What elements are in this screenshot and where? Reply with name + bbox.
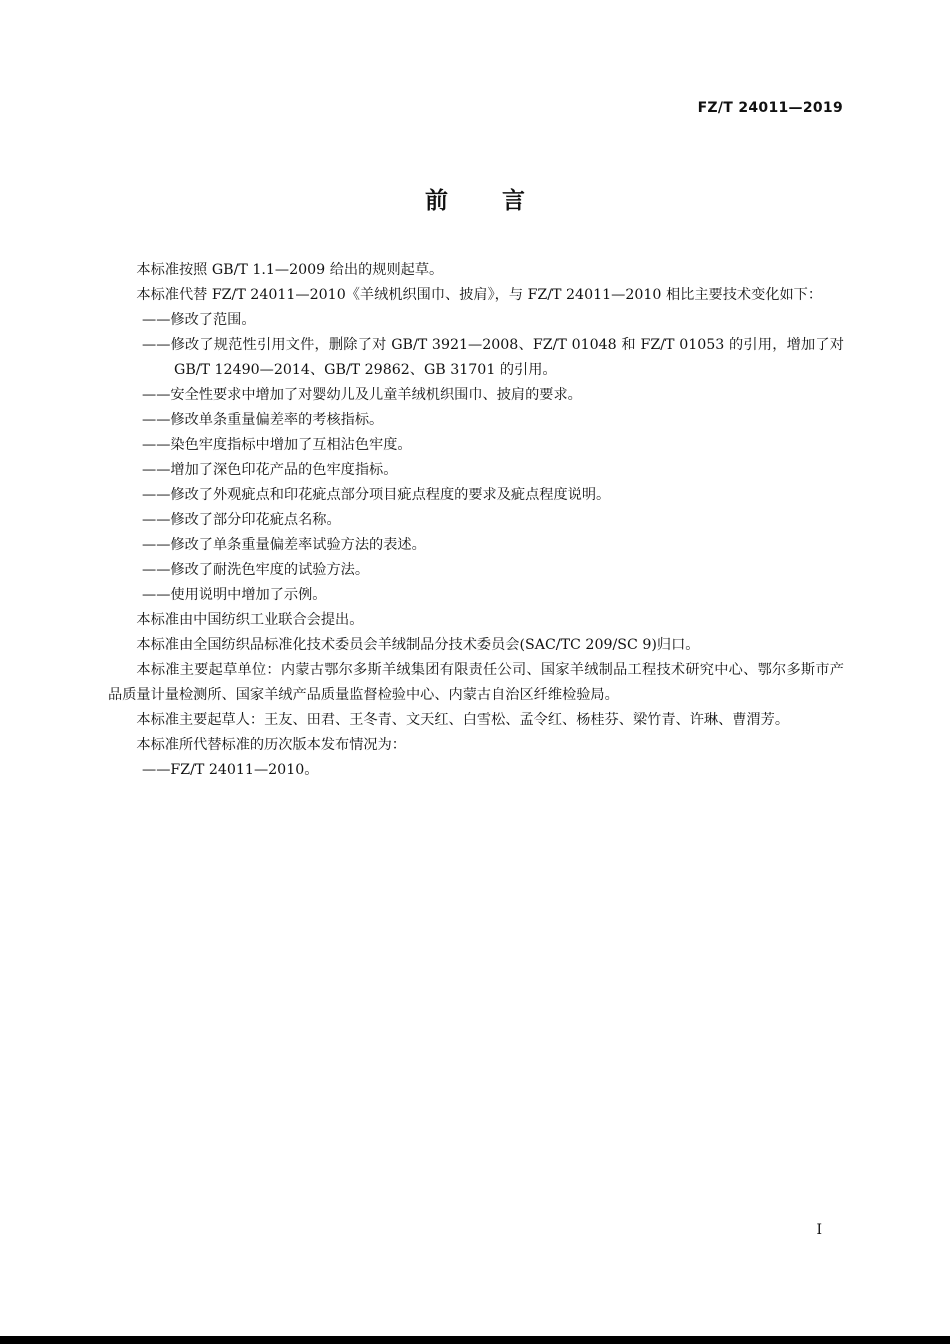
page-title: 前言 [425,188,579,214]
list-item: ——修改单条重量偏差率的考核指标。 [142,412,384,428]
bottom-border [0,1336,950,1344]
list-item: ——安全性要求中增加了对婴幼儿及儿童羊绒机织围巾、披肩的要求。 [142,387,582,403]
list-item: ——使用说明中增加了示例。 [142,587,327,603]
paragraph: 本标准主要起草人：王友、田君、王冬青、文天红、白雪松、孟令红、杨桂芬、梁竹青、许琳、曹渭芳。 [136,712,790,728]
foreword-body [108,258,844,783]
document-code: FZ/T 24011—2019 [697,100,843,116]
list-item: ——FZ/T 24011—2010。 [142,762,319,778]
list-item: ——染色牢度指标中增加了互相沾色牢度。 [142,437,412,453]
paragraph: 本标准按照 GB/T 1.1—2009 给出的规则起草。 [136,262,444,278]
page-number: I [816,1222,822,1238]
paragraph: 本标准由全国纺织品标准化技术委员会羊绒制品分技术委员会(SAC/TC 209/SC 9)归口。 [136,637,700,653]
paragraph: 本标准主要起草单位：内蒙古鄂尔多斯羊绒集团有限责任公司、国家羊绒制品工程技术研究中心、鄂尔多斯市产品质量计量检测所、国家羊绒产品质量监督检验中心、内蒙古自治区纤维检验局。 [108,662,844,703]
list-item: ——增加了深色印花产品的色牢度指标。 [142,462,398,478]
list-item: ——修改了单条重量偏差率试验方法的表述。 [142,537,426,553]
paragraph: 本标准所代替标准的历次版本发布情况为： [136,737,406,753]
list-item: ——修改了耐洗色牢度的试验方法。 [142,562,370,578]
list-item: ——修改了部分印花疵点名称。 [142,512,341,528]
list-item: ——修改了规范性引用文件，删除了对 GB/T 3921—2008、FZ/T 01048 和 FZ/T 01053 的引用，增加了对 GB/T 12490—2014、GB/T 29862、GB 31701 的引用。 [142,337,844,378]
paragraph: 本标准代替 FZ/T 24011—2010《羊绒机织围巾、披肩》，与 FZ/T 24011—2010 相比主要技术变化如下： [136,287,823,303]
list-item: ——修改了范围。 [142,312,256,328]
paragraph: 本标准由中国纺织工业联合会提出。 [136,612,364,628]
list-item: ——修改了外观疵点和印花疵点部分项目疵点程度的要求及疵点程度说明。 [142,487,611,503]
